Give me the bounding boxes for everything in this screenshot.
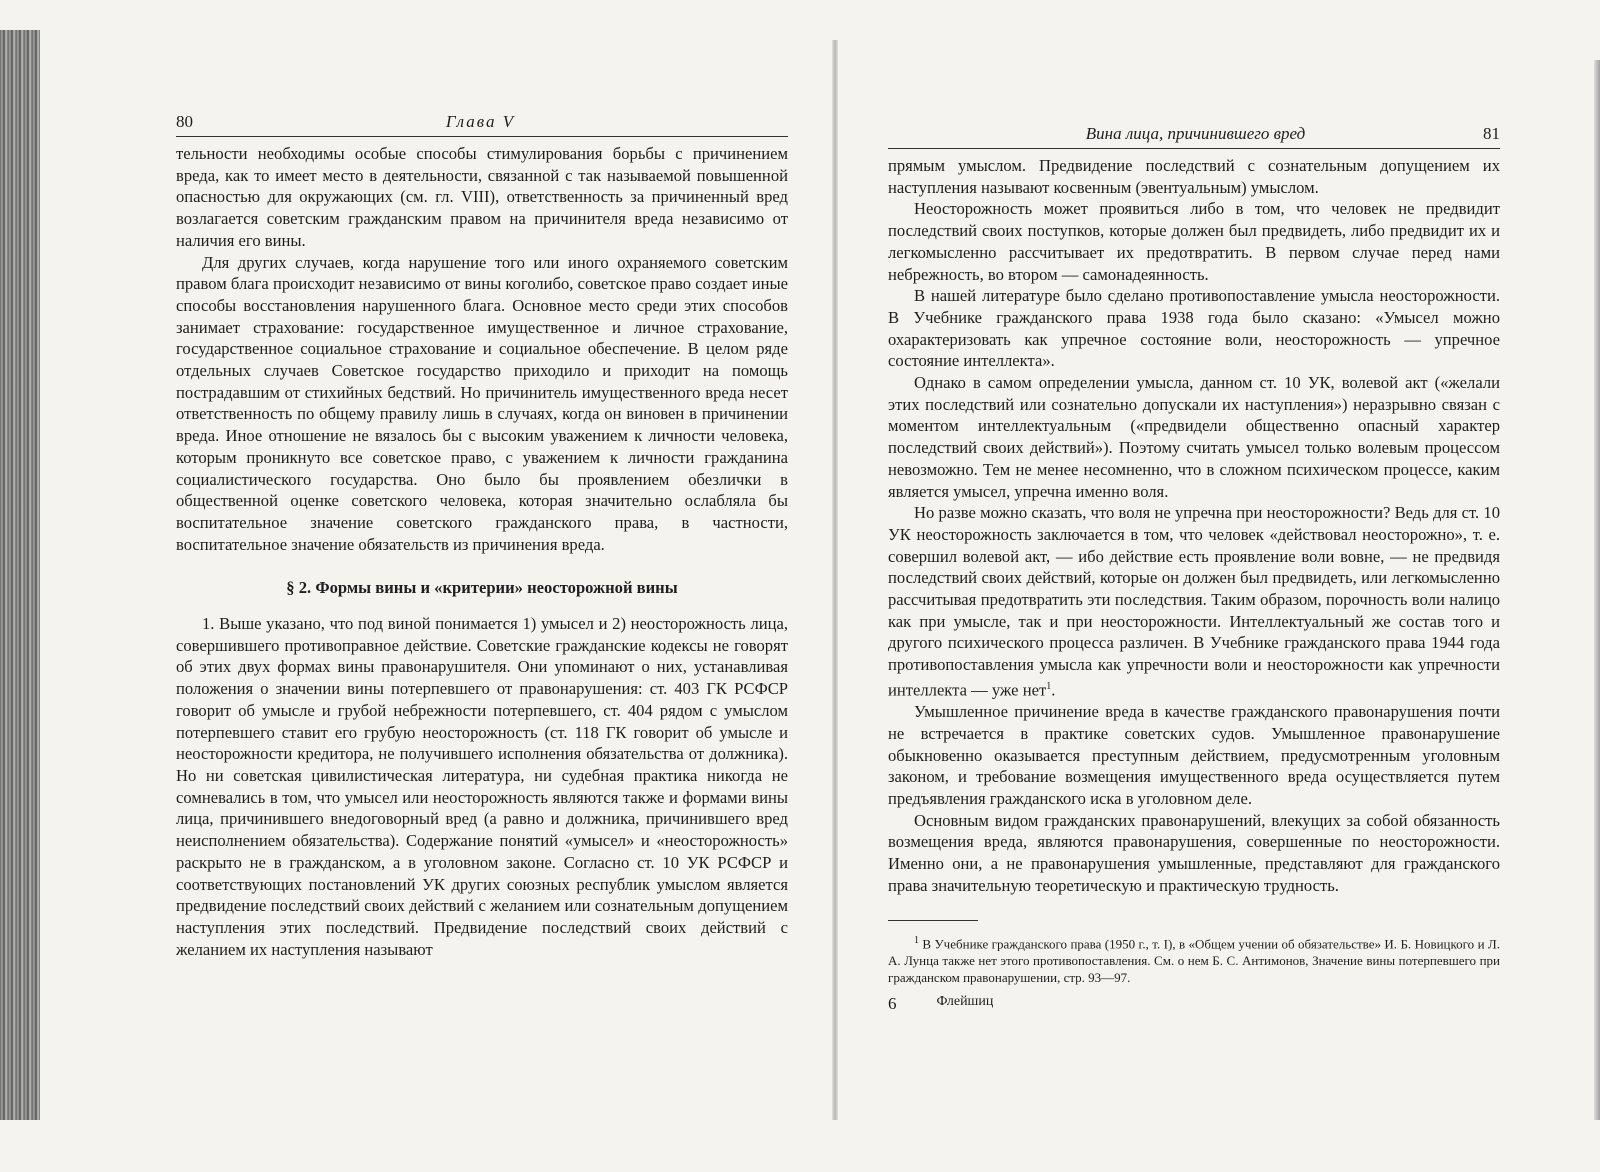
right-running-head: [888, 124, 1500, 149]
book-right-edge: [1594, 60, 1600, 1120]
footnote-text: В Учебнике гражданского права (1950 г., т. I), в «Общем учении об обязательстве» И. Б. Новицкого и Л. А. Лунца также нет этого противопоставления. См. о нем Б. С. Антимонов, Значение вины потерпевшего при гражданском правонарушении, стр. 93—97.: [888, 936, 1501, 985]
section-heading: § 2. Формы вины и «критерии» неосторожной вины: [286, 578, 678, 598]
left-section-paragraph-1: 1. Выше указано, что под виной понимается 1) умысел и 2) неосторожность лица, совершившего противоправное действие. Советские гражданские кодексы не говорят об этих двух формах вины правонарушителя. Они упоминают о них, устанавливая положения о значении вины потерпевшего от правонарушения: ст. 403 ГК РСФСР говорит об умысле и грубой небрежности потерпевшего, ст. 404 рядом с умыслом потерпевшего ставит его грубую неосторожность (ст. 118 ГК говорит об умысле и неосторожности кредитора, не получившего исполнения обязательства от должника). Но ни советская цивилистическая литература, ни судебная практика никогда не сомневались в том, что умысел или неосторожность являются также и формами вины лица, причинившего внедоговорный вред (а равно и должника, причинившего вред неисполнением обязательства). Содержание понятий «умысел» и «неосторожность» раскрыто не в гражданском, а в уголовном законе. Согласно ст. 10 УК РСФСР и соответствующих постановлений УК других союзных республик умыслом является предвидение последствий своих действий с желанием или сознательным допущением наступления этих последствий. Предвидение последствий своих действий с желанием их наступления называют: [176, 614, 788, 959]
right-header-title: Вина лица, причинившего вред: [1085, 124, 1306, 143]
left-body-text: [176, 143, 788, 960]
right-paragraph-3: Однако в самом определении умысла, данном ст. 10 УК, волевой акт («желали этих последствий или сознательно допускали их наступления») неразрывно связан с моментом интеллектуальным («предвидели общественно опасный характер последствий своих действий»). Поэтому считать умысел только волевым процессом невозможно. Тем не менее несомненно, что в сложном психическом процессе, каким является умысел, упречна именно воля.: [888, 373, 1500, 501]
left-page: [176, 112, 788, 960]
left-header-title: Глава V: [445, 112, 516, 131]
left-paragraph-1: тельности необходимы особые способы стимулирования борьбы с причинением вреда, как то имеет место в деятельности, связанной с так называемой повышенной опасностью для окружающих (см. гл. VIII), ответственность за причиненный вред возлагается советским гражданским правом на причинителя вреда независимо от наличия его вины.: [176, 144, 788, 250]
right-paragraph-6: Основным видом гражданских правонарушений, влекущих за собой обязанность возмещения вреда, являются правонарушения, совершенные по неосторожности. Именно они, а не правонарушения умышленные, представляют для гражданского права значительную теоретическую и практическую трудность.: [888, 810, 1500, 895]
left-page-number: 80: [176, 112, 193, 131]
book-gutter: [832, 40, 838, 1120]
right-paragraph-4-text: Но разве можно сказать, что воля не упречна при неосторожности? Ведь для ст. 10 УК неосторожность заключается в том, что человек «действовал неосторожно», т. е. совершил волевой акт, — ибо действие есть проявление воли вовне, — не предвидя последствий своих действий, которые он должен был предвидеть, или легкомысленно рассчитывая предотвратить эти последствия. Таким образом, порочность воли налицо как при умысле, так и при неосторожности. Интеллектуальный же состав того и другого психического процесса различен. В Учебнике гражданского права 1944 года противопоставления умысла как упречности воли и неосторожности как упречности интеллекта — уже нет: [888, 503, 1500, 700]
footnote-rule: [888, 920, 978, 921]
signature-number: 6: [888, 994, 897, 1014]
right-page-number: 81: [1482, 124, 1500, 143]
right-paragraph-5: Умышленное причинение вреда в качестве гражданского правонарушения почти не встречается в практике советских судов. Умышленное правонарушение обыкновенно оказывается преступным действием, предусмотренным уголовным законом, и требование возмещения имущественного вреда осуществляется путем предъявления гражданского иска в уголовном деле.: [888, 702, 1500, 808]
signature-name: Флейшиц: [936, 994, 994, 1010]
right-paragraph-4: Но разве можно сказать, что воля не упречна при неосторожности? Ведь для ст. 10 УК неосторожность заключается в том, что человек «действовал неосторожно», т. е. совершил волевой акт, — ибо действие есть проявление воли вовне, — не предвидя последствий своих действий, которые он должен был предвидеть, или легкомысленно рассчитывая предотвратить эти последствия. Таким образом, порочность воли налицо как при умысле, так и при неосторожности. Интеллектуальный же состав того и другого психического процесса различен. В Учебнике гражданского права 1944 года противопоставления умысла как упречности воли и неосторожности как упречности интеллекта — уже нет$^1$.: [888, 503, 1500, 700]
left-running-head: [176, 112, 788, 137]
right-paragraph-2: В нашей литературе было сделано противопоставление умысла неосторожности. В Учебнике гражданского права 1938 года было сказано: «Умысел можно охарактеризовать как упречное состояние воли, неосторожность — упречное состояние интеллекта».: [888, 286, 1500, 371]
footnote-reference: 1: [1046, 680, 1052, 692]
footnote: [888, 933, 1500, 986]
left-paragraph-2: Для других случаев, когда нарушение того или иного охраняемого советским правом блага происходит независимо от вины коголибо, советское право создает иные способы восстановления нарушенного блага. Основное место среди этих способов занимает страхование: государственное имущественное и личное страхование, государственное социальное страхование и социальное обеспечение. В целом ряде отдельных случаев Советское государство приходило и приходит на помощь пострадавшим от стихийных бедствий. Но причинитель имущественного вреда несет ответственность по общему правилу лишь в случаях, когда он виновен в причинении вреда. Иное отношение не вязалось бы с высоким уважением к личности человека, которым проникнуто все советское право, с уважением к личности гражданина социалистического государства. Оно было бы проявлением обезлички в общественной оценке советского человека, которая значительно ослабляла бы воспитательное значение советского гражданского права, в частности, воспитательное значение обязательств из причинения вреда.: [176, 252, 788, 554]
book-spine-edge: [0, 30, 40, 1120]
right-page: [888, 124, 1500, 1014]
right-continuation: прямым умыслом. Предвидение последствий с сознательным допущением их наступления называют косвенным (эвентуальным) умыслом.: [888, 156, 1500, 197]
printer-signature: [888, 994, 1500, 1014]
right-paragraph-1: Неосторожность может проявиться либо в том, что человек не предвидит последствий своих поступков, которые должен был предвидеть, либо предвидит их и легкомысленно рассчитывает их предотвратить. В первом случае перед нами небрежность, во втором — самонадеянность.: [888, 199, 1500, 284]
right-body-text: [888, 155, 1500, 896]
footnote-marker: 1: [914, 935, 919, 947]
